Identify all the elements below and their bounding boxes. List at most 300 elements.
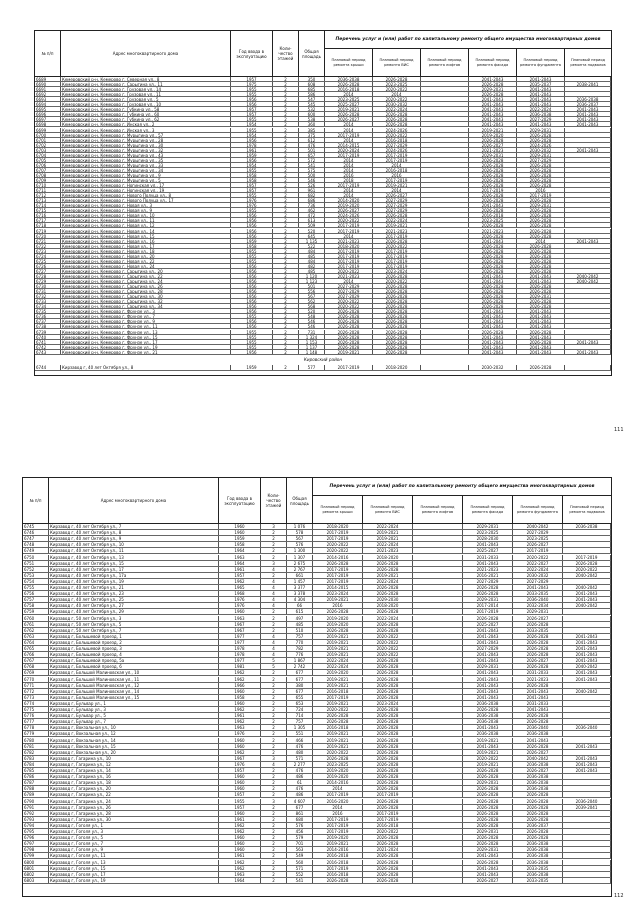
cell-r2: 2026-2028 <box>363 725 413 730</box>
cell-r3 <box>413 866 463 871</box>
cell-r1: 2020-2022 <box>313 750 363 755</box>
cell-num: 6696 <box>35 112 61 116</box>
header-num: № п/п <box>23 478 49 523</box>
cell-year: 1960 <box>219 738 261 743</box>
cell-r6 <box>565 168 611 172</box>
cell-addr: Кемеровский р-н, Кемерово г, Фрунзе ул., 9 <box>61 319 231 323</box>
cell-r5: 2041-2043 <box>517 92 565 96</box>
cell-r3 <box>413 835 463 840</box>
cell-num: 6691 <box>35 87 61 91</box>
cell-r4: 2026-2028 <box>469 330 517 334</box>
cell-r1: 2019-2020 <box>313 622 363 627</box>
cell-r5: 2026-2028 <box>517 213 565 217</box>
header-year: Год ввода в эксплуатацию <box>231 31 273 76</box>
cell-addr: Кирзавод г, 40 лет Октября ул., 8 <box>49 530 219 535</box>
cell-num: 6690 <box>35 82 61 86</box>
cell-r1: 2019-2021 <box>313 701 363 706</box>
cell-year: 1955 <box>231 345 273 349</box>
cell-r2: 2021-2024 <box>363 847 413 852</box>
cell-r1: 2027-2029 <box>325 284 373 288</box>
cell-r3 <box>421 203 469 207</box>
cell-r4: 2026-2028 <box>469 208 517 212</box>
cell-r3 <box>413 792 463 797</box>
cell-r6: 2041-2043 <box>565 107 611 111</box>
cell-r2: 2026-2028 <box>373 122 421 126</box>
cell-r3 <box>413 695 463 700</box>
cell-r2: 2026-2028 <box>373 274 421 278</box>
cell-r2: 2026-2028 <box>373 309 421 313</box>
cell-num: 6711 <box>35 188 61 192</box>
cell-r4: 2026-2028 <box>469 269 517 273</box>
cell-r6 <box>565 143 611 147</box>
cell-r4: 2041-2043 <box>463 744 513 749</box>
cell-r6: 2041-2043 <box>563 597 611 602</box>
cell-r3 <box>413 713 463 718</box>
cell-year: 1960 <box>219 847 261 852</box>
cell-r4: 2041-2043 <box>469 97 517 101</box>
cell-r6 <box>563 774 611 779</box>
cell-r6 <box>565 294 611 298</box>
cell-r6 <box>563 616 611 621</box>
cell-area: 549 <box>287 853 313 858</box>
cell-r4: 2027-2029 <box>463 579 513 584</box>
cell-year: 1960 <box>219 811 261 816</box>
cell-year: 1962 <box>219 750 261 755</box>
cell-year: 1957 <box>219 573 261 578</box>
cell-r5: 2026-2028 <box>517 208 565 212</box>
cell-r1: 2019-2021 <box>325 350 373 354</box>
cell-r2: 2026-2028 <box>373 284 421 288</box>
cell-r6: 2041-2043 <box>563 768 611 773</box>
cell-year: 1960 <box>219 701 261 706</box>
cell-r1: 2026-2028 <box>325 330 373 334</box>
cell-area: 4 607 <box>287 799 313 804</box>
cell-r2: 2026-2028 <box>373 335 421 339</box>
cell-r1: 2017-2019 <box>325 365 373 370</box>
cell-r6: 2041-2043 <box>565 239 611 243</box>
header-sub-roof: Плановый период ремонта крыши <box>313 496 363 523</box>
header-num: № п/п <box>35 31 61 76</box>
cell-r3 <box>421 112 469 116</box>
cell-num: 6738 <box>35 324 61 328</box>
cell-area: 520 <box>299 229 325 233</box>
cell-r6 <box>563 622 611 627</box>
cell-r6 <box>565 198 611 202</box>
cell-addr: Кемеровский р-н, Кемерово г, Грузовая ул., 10 <box>61 102 231 106</box>
cell-r2: 2020-2022 <box>363 829 413 834</box>
cell-year: 1976 <box>231 198 273 202</box>
cell-r2: 2026-2028 <box>373 299 421 303</box>
cell-num: 6756 <box>23 591 49 596</box>
cell-num: 6720 <box>35 234 61 238</box>
cell-r4: 2029-2031 <box>469 87 517 91</box>
cell-year: 1978 <box>231 143 273 147</box>
cell-year: 1961 <box>219 853 261 858</box>
cell-addr: Кирзавод г, Гоголя ул., 7 <box>49 841 219 846</box>
cell-r2: 2026-2028 <box>373 117 421 121</box>
cell-r3 <box>413 762 463 767</box>
cell-num: 6799 <box>23 853 49 858</box>
cell-addr: Кирзавод г, Бульвар ул., 7 <box>49 719 219 724</box>
cell-r5: 2029-2031 <box>517 128 565 132</box>
cell-r4: 2026-2028 <box>469 158 517 162</box>
cell-r2: 2017-2019 <box>363 811 413 816</box>
cell-num: 6716 <box>35 213 61 217</box>
cell-num: 6781 <box>23 744 49 749</box>
cell-r6 <box>565 128 611 132</box>
cell-r4: 2041-2043 <box>463 561 513 566</box>
cell-addr: Кирзавод г, Большой Малиновская ул., 11 <box>49 677 219 682</box>
cell-r2: 2026-2028 <box>363 664 413 669</box>
cell-r3 <box>421 289 469 293</box>
cell-r4: 2041-2043 <box>469 324 517 328</box>
cell-area: 61 <box>287 780 313 785</box>
cell-fl: 4 <box>261 762 287 767</box>
cell-r3 <box>421 193 469 197</box>
cell-num: 6794 <box>23 823 49 828</box>
cell-area: 562 <box>299 299 325 303</box>
table-body <box>35 77 611 375</box>
cell-r6 <box>565 244 611 248</box>
cell-r6: 2017-2019 <box>563 555 611 560</box>
cell-area: 375 <box>299 133 325 137</box>
cell-r2: 2026-2028 <box>363 738 413 743</box>
cell-addr: Кирзавод г, Гоголя ул., 19 <box>49 878 219 883</box>
cell-addr: Кирзавод г, 40 лет Октября ул., 13 <box>49 555 219 560</box>
cell-addr: Кемеровский р-н, Кемерово г, Сарыгина ул., 28 <box>61 289 231 293</box>
cell-r2: 2026-2028 <box>363 768 413 773</box>
cell-r2: 2029-2030 <box>363 597 413 602</box>
cell-r3 <box>421 284 469 288</box>
cell-r2: 2026-2028 <box>373 294 421 298</box>
cell-fl: 2 <box>273 213 299 217</box>
cell-r5: 2026-2028 <box>513 817 563 822</box>
cell-r3 <box>413 677 463 682</box>
cell-r2: 2018-2020 <box>363 555 413 560</box>
cell-r1: 2014 <box>325 193 373 197</box>
cell-r3 <box>421 153 469 157</box>
cell-num: 6708 <box>35 173 61 177</box>
cell-area: 485 <box>299 269 325 273</box>
cell-r6: 2040-2042 <box>563 573 611 578</box>
cell-r3 <box>421 279 469 283</box>
cell-r2: 2014 <box>373 163 421 167</box>
cell-r1: 2020-2022 <box>325 304 373 308</box>
cell-r2: 2026-2028 <box>363 591 413 596</box>
cell-r4: 2029-2031 <box>463 664 513 669</box>
cell-r4: 2041-2043 <box>469 279 517 283</box>
cell-r2: 2030-2032 <box>373 102 421 106</box>
cell-area: 685 <box>299 87 325 91</box>
cell-fl: 2 <box>261 683 287 688</box>
cell-r2: 2016-2018 <box>373 168 421 172</box>
cell-r3 <box>413 670 463 675</box>
cell-r4: 2036-2038 <box>463 701 513 706</box>
cell-r4: 2021-2023 <box>469 148 517 152</box>
cell-r4: 2016-2021 <box>463 573 513 578</box>
cell-r4: 2041-2043 <box>463 695 513 700</box>
cell-r2: 2023-2024 <box>373 269 421 273</box>
cell-r4: 2041-2043 <box>469 117 517 121</box>
cell-addr: Кемеровский р-н, Кемерово г, Нового Полуца ул., 8 <box>61 193 231 197</box>
cell-area: 486 <box>287 774 313 779</box>
cell-num: 6741 <box>35 340 61 344</box>
cell-area: 757 <box>287 719 313 724</box>
cell-num: 6767 <box>23 658 49 663</box>
cell-r1: 2026-2028 <box>325 314 373 318</box>
cell-r6 <box>563 536 611 541</box>
cell-year: 1965 <box>219 585 261 590</box>
cell-year: 1960 <box>219 744 261 749</box>
cell-r4: 2026-2028 <box>463 805 513 810</box>
cell-addr: Кемеровский р-н, Кемерово г, Сарыгина ул., 34 <box>61 304 231 308</box>
cell-year: 1962 <box>219 860 261 865</box>
cell-r5: 2041-2043 <box>517 345 565 349</box>
cell-r5: 2041-2043 <box>517 335 565 339</box>
cell-r1: 2017-2019 <box>313 829 363 834</box>
cell-r1: 2026-2028 <box>313 719 363 724</box>
cell-fl: 2 <box>273 173 299 177</box>
cell-r3 <box>413 561 463 566</box>
cell-r3 <box>413 805 463 810</box>
cell-r5: 2021-2023 <box>513 677 563 682</box>
cell-r1: 2019-2020 <box>313 670 363 675</box>
capital-repair-table <box>34 30 612 376</box>
cell-year: 1977 <box>219 658 261 663</box>
cell-r2: 2014 <box>373 188 421 192</box>
cell-r5: 2026-2027 <box>513 616 563 621</box>
cell-r4: 2041-2043 <box>463 670 513 675</box>
cell-r3 <box>413 579 463 584</box>
cell-area: 551 <box>287 731 313 736</box>
cell-year: 1955 <box>219 799 261 804</box>
cell-fl: 2 <box>273 330 299 334</box>
cell-r1: 2014 <box>325 279 373 283</box>
cell-r5: 2036-2038 <box>513 774 563 779</box>
cell-fl: 2 <box>261 817 287 822</box>
cell-r4: 2023-2025 <box>463 530 513 535</box>
cell-r3 <box>421 223 469 227</box>
cell-r4: 2019-2021 <box>463 750 513 755</box>
cell-r4: 2025-2027 <box>463 622 513 627</box>
cell-year: 1955 <box>231 330 273 334</box>
cell-fl: 2 <box>261 713 287 718</box>
cell-fl: 2 <box>261 670 287 675</box>
cell-r2: 2026-2028 <box>363 841 413 846</box>
cell-r1: 2026-2028 <box>325 309 373 313</box>
cell-r3 <box>421 218 469 222</box>
cell-num: 6745 <box>23 524 49 529</box>
cell-r5: 2026-2027 <box>513 542 563 547</box>
cell-r4: 2041-2043 <box>469 107 517 111</box>
cell-fl: 3 <box>261 799 287 804</box>
cell-r1: 2017-2019 <box>313 530 363 535</box>
cell-area: 1 120 <box>299 274 325 278</box>
cell-addr: Кемеровский р-н, Кемерово г, Новая ул., 16 <box>61 239 231 243</box>
cell-addr: Кирзавод г, Гоголя ул., 17 <box>49 872 219 877</box>
cell-addr: Кирзавод г, Гоголя ул., 5 <box>49 835 219 840</box>
cell-r3 <box>421 163 469 167</box>
cell-num: 6706 <box>35 163 61 167</box>
cell-area: 1 076 <box>287 524 313 529</box>
cell-r2: 2017-2019 <box>373 178 421 182</box>
cell-addr: Кирзавод г, Гагарина ул., 18 <box>49 780 219 785</box>
cell-r6 <box>565 249 611 253</box>
cell-r2: 2020-2022 <box>363 652 413 657</box>
cell-r2: 2026-2028 <box>363 756 413 761</box>
cell-r4: 2041-2043 <box>463 872 513 877</box>
cell-r1: 2023-2025 <box>313 762 363 767</box>
cell-num: 6800 <box>23 860 49 865</box>
cell-fl: 2 <box>261 689 287 694</box>
cell-addr: Кирзавод г, Гагарина ул., 22 <box>49 792 219 797</box>
cell-num: 6801 <box>23 866 49 871</box>
cell-area: 4 304 <box>287 597 313 602</box>
cell-year: 1967 <box>219 622 261 627</box>
cell-r4: 2026-2028 <box>463 591 513 596</box>
cell-fl: 2 <box>273 314 299 318</box>
header-area: Общая площадь <box>299 31 325 76</box>
cell-r3 <box>421 102 469 106</box>
cell-num: 6750 <box>23 555 49 560</box>
cell-addr: Кемеровский р-н, Кемерово г, Сарыгина ул., 30 <box>61 294 231 298</box>
cell-area: 1 135 <box>299 239 325 243</box>
cell-r6 <box>565 335 611 339</box>
cell-r3 <box>413 616 463 621</box>
cell-r5: 2029-2031 <box>517 203 565 207</box>
cell-r4: 2041-2043 <box>469 335 517 339</box>
cell-r3 <box>421 168 469 172</box>
cell-area: 380 <box>287 683 313 688</box>
cell-r2: 2020-2022 <box>363 640 413 645</box>
document-page-112 <box>0 455 640 905</box>
cell-fl: 2 <box>273 279 299 283</box>
cell-fl: 2 <box>273 138 299 142</box>
cell-r2: 2024-2026 <box>373 148 421 152</box>
cell-year: 1955 <box>231 254 273 258</box>
cell-r5: 2026-2028 <box>513 646 563 651</box>
cell-r5: 2026-2028 <box>513 719 563 724</box>
cell-r3 <box>413 860 463 865</box>
cell-year: 1955 <box>231 128 273 132</box>
cell-r3 <box>421 173 469 177</box>
cell-fl: 2 <box>261 677 287 682</box>
cell-fl: 2 <box>273 92 299 96</box>
cell-year: 1955 <box>231 87 273 91</box>
cell-year: 1978 <box>219 646 261 651</box>
cell-num: 6715 <box>35 208 61 212</box>
cell-r3 <box>421 198 469 202</box>
cell-fl: 2 <box>273 249 299 253</box>
cell-r1: 2023-2024 <box>313 591 363 596</box>
cell-addr: Кирзавод г, Гоголя ул., 11 <box>49 853 219 858</box>
cell-r5: 2026-2028 <box>513 652 563 657</box>
cell-r1: 2014 <box>325 92 373 96</box>
cell-r2: 2019-2021 <box>363 573 413 578</box>
cell-r5: 2026-2027 <box>513 750 563 755</box>
cell-r3 <box>413 780 463 785</box>
cell-r6 <box>565 330 611 334</box>
cell-r5: 2026-2028 <box>517 178 565 182</box>
cell-r3 <box>413 555 463 560</box>
cell-r1: 2020-2022 <box>313 707 363 712</box>
cell-num: 6778 <box>23 725 49 730</box>
cell-r5: 2041-2043 <box>517 314 565 318</box>
cell-r6 <box>563 609 611 614</box>
cell-fl: 2 <box>273 153 299 157</box>
cell-fl: 2 <box>273 350 299 354</box>
cell-r3 <box>413 829 463 834</box>
cell-r3 <box>413 878 463 883</box>
cell-r2: 2027-2029 <box>373 143 421 147</box>
cell-r2: 2017-2019 <box>373 254 421 258</box>
cell-area: 677 <box>287 805 313 810</box>
cell-r3 <box>421 269 469 273</box>
cell-addr: Кирзавод г, Большой Малиновская ул., 14 <box>49 689 219 694</box>
cell-year: 1962 <box>219 579 261 584</box>
cell-addr: Кемеровский р-н, Кемерово г, Новая ул., 10 <box>61 213 231 217</box>
cell-addr: Кемеровский р-н, Кемерово г, Ногинская ул., 19 <box>61 188 231 192</box>
cell-r4: 2041-2043 <box>463 677 513 682</box>
cell-num: 6726 <box>35 264 61 268</box>
cell-r3 <box>421 340 469 344</box>
cell-r2: 2026-2028 <box>363 628 413 633</box>
cell-year: 1962 <box>219 670 261 675</box>
cell-r2: 2026-2028 <box>363 677 413 682</box>
table-body <box>23 524 611 896</box>
cell-r5: 2036-2038 <box>513 872 563 877</box>
cell-fl: 4 <box>261 597 287 602</box>
cell-fl: 3 <box>261 524 287 529</box>
cell-r6 <box>565 183 611 187</box>
cell-r3 <box>413 707 463 712</box>
cell-r1: 2017-2019 <box>313 579 363 584</box>
cell-addr: Кемеровский р-н, Кемерово г, Новая ул., 24 <box>61 264 231 268</box>
cell-r6: 2036-2038 <box>565 97 611 101</box>
cell-r1: 2019-2020 <box>313 774 363 779</box>
cell-addr: Кирзавод г, Болышевой проезд, 1 <box>49 634 219 639</box>
cell-r3 <box>413 689 463 694</box>
cell-r2: 2026-2028 <box>363 866 413 871</box>
cell-addr: Кемеровский р-н, Кемерово г, Мурыгина ул., 9 <box>61 173 231 177</box>
cell-addr: Кирзавод г, Бульвар ул., 3 <box>49 707 219 712</box>
cell-fl: 2 <box>273 274 299 278</box>
cell-num: 6698 <box>35 122 61 126</box>
cell-r6 <box>563 847 611 852</box>
cell-r6 <box>563 860 611 865</box>
cell-r6: 2041-2043 <box>565 122 611 126</box>
cell-area: 600 <box>299 112 325 116</box>
cell-addr: Кемеровский р-н, Кемерово г, Северная ул., 8 <box>61 77 231 81</box>
cell-r1: 2021-2023 <box>325 274 373 278</box>
cell-addr: Кемеровский р-н, Кемерово г, Фрунзе ул., 7 <box>61 314 231 318</box>
cell-r5: 2026-2028 <box>513 835 563 840</box>
cell-r6 <box>563 738 611 743</box>
cell-r4: 2017-2019 <box>469 188 517 192</box>
cell-year: 1981 <box>219 664 261 669</box>
cell-r5: 2026-2027 <box>513 658 563 663</box>
cell-r3 <box>421 274 469 278</box>
cell-r1: 2017-2019 <box>313 536 363 541</box>
cell-addr: Кирзавод г, Большой Малиновская ул., 15 <box>49 695 219 700</box>
cell-area: 571 <box>287 756 313 761</box>
cell-fl: 2 <box>273 309 299 313</box>
cell-num: 6709 <box>35 178 61 182</box>
cell-r2: 2019-2021 <box>363 536 413 541</box>
cell-area: 571 <box>287 866 313 871</box>
cell-num: 6736 <box>35 314 61 318</box>
cell-r5: 2041-2043 <box>517 350 565 354</box>
